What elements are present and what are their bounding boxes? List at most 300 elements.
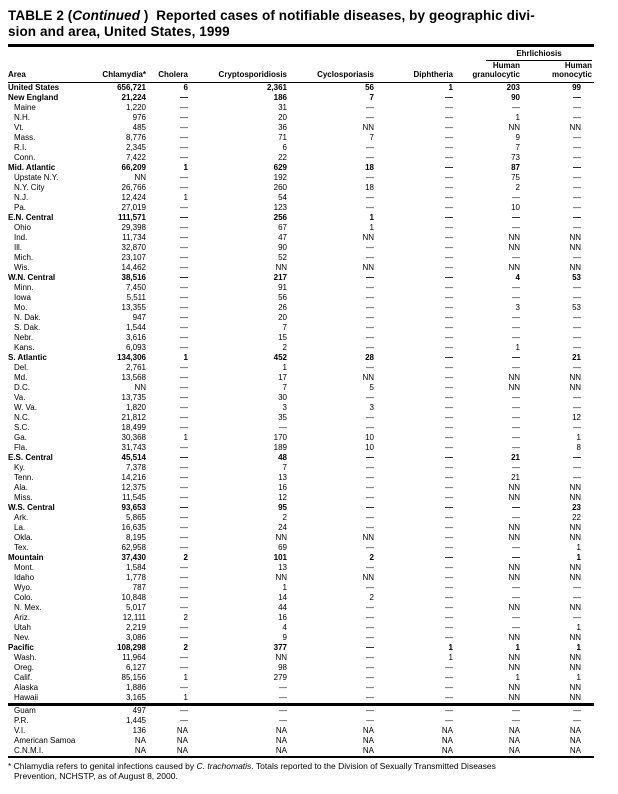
cell: — bbox=[445, 592, 453, 602]
cell: 5 bbox=[369, 382, 374, 392]
cell: — bbox=[445, 372, 453, 382]
cell: — bbox=[445, 715, 453, 725]
cell: — bbox=[573, 292, 581, 302]
cell: — bbox=[366, 342, 374, 352]
cell: — bbox=[573, 222, 581, 232]
cell: NN bbox=[508, 562, 520, 572]
cell: 22 bbox=[278, 152, 287, 162]
cell: — bbox=[366, 192, 374, 202]
cell: — bbox=[512, 352, 520, 362]
cell: 377 bbox=[273, 642, 287, 652]
cell: — bbox=[445, 242, 453, 252]
cell: — bbox=[445, 102, 453, 112]
cell: NN bbox=[362, 372, 374, 382]
cell: 3 bbox=[515, 302, 520, 312]
cell: 21,812 bbox=[121, 412, 146, 422]
area-label: V.I. bbox=[14, 725, 26, 735]
cell: — bbox=[180, 682, 188, 692]
cell: 186 bbox=[273, 92, 287, 102]
cell: 56 bbox=[278, 292, 287, 302]
cell: 11,734 bbox=[122, 232, 146, 242]
cell: 10,848 bbox=[121, 592, 146, 602]
table-row bbox=[8, 633, 594, 643]
cell: 7,378 bbox=[125, 462, 146, 472]
cell: 7,450 bbox=[125, 282, 146, 292]
cell: 497 bbox=[100, 704, 148, 716]
cell: 28 bbox=[365, 352, 374, 362]
cell: — bbox=[445, 472, 453, 482]
area-label: Idaho bbox=[14, 572, 35, 582]
cell: 18 bbox=[365, 162, 374, 172]
cell: — bbox=[180, 262, 188, 272]
cell: — bbox=[366, 322, 374, 332]
area-label: Ohio bbox=[14, 222, 31, 232]
cell: 27,019 bbox=[121, 202, 146, 212]
table-row bbox=[8, 173, 594, 183]
cell: 91 bbox=[278, 282, 287, 292]
table-row bbox=[8, 513, 594, 523]
cell: — bbox=[366, 692, 374, 702]
table-row bbox=[8, 113, 594, 123]
cell: 170 bbox=[273, 432, 287, 442]
cell: — bbox=[445, 232, 453, 242]
cell: 1 bbox=[448, 652, 453, 662]
cell: — bbox=[445, 332, 453, 342]
table-row bbox=[8, 423, 594, 433]
cell: — bbox=[180, 142, 188, 152]
cell: 32,870 bbox=[121, 242, 146, 252]
cell: — bbox=[366, 492, 374, 502]
cell: — bbox=[180, 252, 188, 262]
cell: 1 bbox=[282, 362, 287, 372]
cell: NN bbox=[275, 572, 287, 582]
cell: 47 bbox=[278, 232, 287, 242]
cell: — bbox=[455, 704, 522, 716]
cell: — bbox=[445, 542, 453, 552]
cell: 7 bbox=[515, 142, 520, 152]
table-row bbox=[8, 673, 594, 683]
cell: 30 bbox=[278, 392, 287, 402]
table-row bbox=[8, 583, 594, 593]
table-row bbox=[8, 223, 594, 233]
cell: — bbox=[180, 172, 188, 182]
cell: — bbox=[180, 312, 188, 322]
area-label: American Samoa bbox=[14, 735, 76, 745]
area-label: Maine bbox=[14, 102, 36, 112]
area-label: Mountain bbox=[8, 552, 44, 562]
cell: — bbox=[445, 612, 453, 622]
cell: 1,544 bbox=[125, 322, 146, 332]
cell: 18 bbox=[365, 182, 374, 192]
cell: — bbox=[512, 362, 520, 372]
cell: — bbox=[366, 612, 374, 622]
area-label: Pacific bbox=[8, 642, 34, 652]
area-label: Ky. bbox=[14, 462, 25, 472]
cell: 1 bbox=[448, 642, 453, 652]
table-row bbox=[8, 163, 594, 173]
area-label: Mid. Atlantic bbox=[8, 162, 56, 172]
cell: 8 bbox=[576, 442, 581, 452]
cell: — bbox=[366, 512, 374, 522]
cell: 73 bbox=[511, 152, 520, 162]
table-row bbox=[8, 363, 594, 373]
cell: NN bbox=[275, 532, 287, 542]
cell: 7 bbox=[282, 382, 287, 392]
area-label: New England bbox=[8, 92, 59, 102]
title-line2: sion and area, United States, 1999 bbox=[8, 23, 230, 39]
cell: — bbox=[512, 102, 520, 112]
cell: 1 bbox=[576, 432, 581, 442]
table-header bbox=[8, 46, 594, 83]
area-label: W. Va. bbox=[14, 402, 37, 412]
cell: 10 bbox=[365, 432, 374, 442]
cell: — bbox=[445, 392, 453, 402]
cell: — bbox=[445, 112, 453, 122]
cell: 111,571 bbox=[117, 212, 146, 222]
cell: 3,165 bbox=[125, 692, 146, 702]
column-header-human-monocytic: Human monocytic bbox=[522, 61, 594, 83]
area-label: Ga. bbox=[14, 432, 27, 442]
area-label: Mich. bbox=[14, 252, 34, 262]
cell: — bbox=[180, 362, 188, 372]
cell: 2 bbox=[282, 342, 287, 352]
table-row bbox=[8, 603, 594, 613]
area-label: S. Atlantic bbox=[8, 352, 47, 362]
cell: 4 bbox=[515, 272, 520, 282]
cell: — bbox=[180, 632, 188, 642]
cell: 1 bbox=[515, 342, 520, 352]
cell: 1 bbox=[515, 642, 520, 652]
area-label: Upstate N.Y. bbox=[14, 172, 59, 182]
area-label: Minn. bbox=[14, 282, 34, 292]
cell: 66,209 bbox=[121, 162, 146, 172]
cell: NN bbox=[508, 682, 520, 692]
table-row bbox=[8, 93, 594, 103]
cell: 1 bbox=[183, 672, 188, 682]
cell: — bbox=[512, 252, 520, 262]
cell: 787 bbox=[132, 582, 146, 592]
cell: 2 bbox=[282, 512, 287, 522]
cell: NA bbox=[134, 735, 146, 745]
area-label: Ala. bbox=[14, 482, 28, 492]
cell: 256 bbox=[273, 212, 287, 222]
table-row bbox=[8, 453, 594, 463]
cell: — bbox=[445, 522, 453, 532]
table-row bbox=[8, 183, 594, 193]
cell: NN bbox=[569, 662, 581, 672]
table-body bbox=[8, 82, 594, 757]
cell: 6 bbox=[282, 142, 287, 152]
cell: 98 bbox=[278, 662, 287, 672]
cell: 13 bbox=[278, 472, 287, 482]
cell: NN bbox=[508, 372, 520, 382]
cell: — bbox=[148, 704, 190, 716]
table-row bbox=[8, 263, 594, 273]
cell: — bbox=[445, 632, 453, 642]
table-row bbox=[8, 383, 594, 393]
cell: — bbox=[180, 622, 188, 632]
table-row bbox=[8, 353, 594, 363]
cell: NA bbox=[362, 735, 374, 745]
area-label: W.N. Central bbox=[8, 272, 56, 282]
cell: — bbox=[180, 532, 188, 542]
cell: 99 bbox=[572, 82, 581, 92]
cell: 26,766 bbox=[121, 182, 146, 192]
cell: — bbox=[445, 262, 453, 272]
cell: — bbox=[445, 272, 453, 282]
table-row bbox=[8, 283, 594, 293]
cell: — bbox=[180, 232, 188, 242]
cell: 189 bbox=[273, 442, 287, 452]
cell: 14,216 bbox=[121, 472, 146, 482]
cell: — bbox=[512, 332, 520, 342]
cell: — bbox=[573, 102, 581, 112]
table-row bbox=[8, 123, 594, 133]
cell: — bbox=[512, 402, 520, 412]
table-row bbox=[8, 726, 594, 736]
cell: — bbox=[366, 622, 374, 632]
cell: 36 bbox=[278, 122, 287, 132]
cell: 9 bbox=[282, 632, 287, 642]
page-title bbox=[8, 8, 608, 39]
cell: — bbox=[445, 382, 453, 392]
cell: — bbox=[366, 422, 374, 432]
cell: — bbox=[512, 592, 520, 602]
cell: 1,886 bbox=[125, 682, 146, 692]
column-header-area: Area bbox=[8, 61, 100, 83]
cell: 23 bbox=[572, 502, 581, 512]
table-row bbox=[8, 103, 594, 113]
table-row bbox=[8, 593, 594, 603]
cell: NN bbox=[508, 532, 520, 542]
area-label: La. bbox=[14, 522, 26, 532]
cell: 45,514 bbox=[121, 452, 146, 462]
cell: — bbox=[180, 462, 188, 472]
cell: NN bbox=[508, 632, 520, 642]
cell: — bbox=[180, 202, 188, 212]
cell: — bbox=[573, 332, 581, 342]
cell: — bbox=[573, 462, 581, 472]
cell: 1 bbox=[515, 112, 520, 122]
cell: — bbox=[180, 182, 188, 192]
column-header-cryptosporidiosis: Cryptosporidiosis bbox=[190, 61, 289, 83]
cell: 1 bbox=[369, 212, 374, 222]
table-row bbox=[8, 503, 594, 513]
cell: — bbox=[445, 442, 453, 452]
cell: — bbox=[366, 522, 374, 532]
table-row bbox=[8, 433, 594, 443]
cell: 485 bbox=[132, 122, 146, 132]
cell: — bbox=[512, 412, 520, 422]
table-row bbox=[8, 533, 594, 543]
cell: 12 bbox=[572, 412, 581, 422]
cell: NA bbox=[362, 745, 374, 755]
cell: 90 bbox=[278, 242, 287, 252]
cell: NA bbox=[569, 725, 581, 735]
cell: 26 bbox=[278, 302, 287, 312]
cell: NN bbox=[569, 232, 581, 242]
cell: — bbox=[573, 612, 581, 622]
cell: — bbox=[366, 312, 374, 322]
table-row bbox=[8, 716, 594, 726]
area-label: S. Dak. bbox=[14, 322, 41, 332]
cell: 2,345 bbox=[125, 142, 146, 152]
cell: 217 bbox=[273, 272, 287, 282]
cell: 21 bbox=[511, 452, 520, 462]
cell: 20 bbox=[278, 312, 287, 322]
table-row bbox=[8, 523, 594, 533]
cell: — bbox=[445, 572, 453, 582]
cell: 67 bbox=[278, 222, 287, 232]
area-label: Ariz. bbox=[14, 612, 30, 622]
cell: — bbox=[180, 662, 188, 672]
table-row bbox=[8, 333, 594, 343]
table-row bbox=[8, 253, 594, 263]
cell: 6,127 bbox=[125, 662, 146, 672]
cell: 2 bbox=[183, 642, 188, 652]
cell: — bbox=[445, 182, 453, 192]
cell: 1 bbox=[282, 582, 287, 592]
cell: — bbox=[445, 312, 453, 322]
cell: 3,086 bbox=[125, 632, 146, 642]
cell: NN bbox=[508, 232, 520, 242]
cell: — bbox=[445, 682, 453, 692]
cell: — bbox=[445, 132, 453, 142]
cell: — bbox=[180, 242, 188, 252]
cell: 13 bbox=[278, 562, 287, 572]
area-label: Wis. bbox=[14, 262, 30, 272]
area-label: Nev. bbox=[14, 632, 30, 642]
cell: 2,761 bbox=[125, 362, 146, 372]
cell: — bbox=[180, 372, 188, 382]
cell: — bbox=[289, 704, 376, 716]
cell: — bbox=[573, 112, 581, 122]
cell: 14,462 bbox=[121, 262, 146, 272]
cell: NA bbox=[176, 745, 188, 755]
cell: — bbox=[180, 572, 188, 582]
table-row bbox=[8, 613, 594, 623]
area-label: P.R. bbox=[14, 715, 29, 725]
table-row bbox=[8, 82, 594, 93]
cell: — bbox=[180, 422, 188, 432]
cell: — bbox=[366, 292, 374, 302]
cell: — bbox=[573, 202, 581, 212]
cell: — bbox=[512, 192, 520, 202]
cell: NN bbox=[508, 482, 520, 492]
table-row bbox=[8, 693, 594, 705]
area-label: Del. bbox=[14, 362, 29, 372]
area-label: Conn. bbox=[14, 152, 36, 162]
table-row bbox=[8, 553, 594, 563]
cell: — bbox=[573, 342, 581, 352]
cell: 3 bbox=[282, 402, 287, 412]
cell: — bbox=[445, 532, 453, 542]
area-label: Okla. bbox=[14, 532, 33, 542]
cell: — bbox=[180, 502, 188, 512]
cell: 21 bbox=[572, 352, 581, 362]
cell: — bbox=[279, 692, 287, 702]
cell: — bbox=[445, 322, 453, 332]
area-label: C.N.M.I. bbox=[14, 745, 44, 755]
cell: 2 bbox=[369, 552, 374, 562]
cell: — bbox=[180, 652, 188, 662]
cell: — bbox=[180, 92, 188, 102]
cell: 16,635 bbox=[121, 522, 146, 532]
cell: NN bbox=[569, 482, 581, 492]
cell: NN bbox=[508, 522, 520, 532]
cell: — bbox=[512, 715, 520, 725]
cell: 1 bbox=[576, 542, 581, 552]
cell: 16 bbox=[278, 612, 287, 622]
cell: — bbox=[180, 592, 188, 602]
cell: 16 bbox=[278, 482, 287, 492]
cell: 71 bbox=[278, 132, 287, 142]
cell: NA bbox=[275, 745, 287, 755]
cell: NA bbox=[508, 735, 520, 745]
cell: — bbox=[366, 142, 374, 152]
cell: — bbox=[512, 582, 520, 592]
cell: NN bbox=[569, 522, 581, 532]
cell: — bbox=[512, 442, 520, 452]
cell: 21 bbox=[511, 472, 520, 482]
area-label: N.H. bbox=[14, 112, 30, 122]
cell: 2,361 bbox=[266, 82, 287, 92]
cell: — bbox=[180, 512, 188, 522]
cell: — bbox=[366, 242, 374, 252]
cell: NN bbox=[569, 692, 581, 702]
cell: — bbox=[180, 152, 188, 162]
cell: 108,298 bbox=[117, 642, 146, 652]
area-label: Utah bbox=[14, 622, 31, 632]
cell: — bbox=[573, 715, 581, 725]
cell: — bbox=[366, 102, 374, 112]
table-row bbox=[8, 213, 594, 223]
cell: 13,355 bbox=[121, 302, 146, 312]
table-row bbox=[8, 736, 594, 746]
cell: 11,964 bbox=[122, 652, 146, 662]
cell: 48 bbox=[278, 452, 287, 462]
cell: 22 bbox=[572, 512, 581, 522]
column-header-chlamydia: Chlamydia* bbox=[100, 61, 148, 83]
cell: — bbox=[512, 542, 520, 552]
cell: — bbox=[445, 202, 453, 212]
cell: — bbox=[445, 512, 453, 522]
cell: 5,017 bbox=[125, 602, 146, 612]
cell: 1 bbox=[576, 672, 581, 682]
cell: NA bbox=[441, 725, 453, 735]
cell: — bbox=[180, 382, 188, 392]
cell: 20 bbox=[278, 112, 287, 122]
cell: 31,743 bbox=[121, 442, 146, 452]
cell: NN bbox=[508, 122, 520, 132]
table-row bbox=[8, 683, 594, 693]
cell: — bbox=[573, 282, 581, 292]
cell: — bbox=[366, 642, 374, 652]
cell: 87 bbox=[511, 162, 520, 172]
area-label: Md. bbox=[14, 372, 28, 382]
cell: — bbox=[180, 452, 188, 462]
cell: — bbox=[366, 452, 374, 462]
cell: 24 bbox=[278, 522, 287, 532]
cell: 136 bbox=[132, 725, 146, 735]
cell: — bbox=[445, 142, 453, 152]
cell: — bbox=[573, 452, 581, 462]
cell: — bbox=[366, 542, 374, 552]
cell: NA bbox=[275, 725, 287, 735]
table-row bbox=[8, 343, 594, 353]
column-header-row bbox=[8, 61, 594, 83]
cell: — bbox=[366, 302, 374, 312]
